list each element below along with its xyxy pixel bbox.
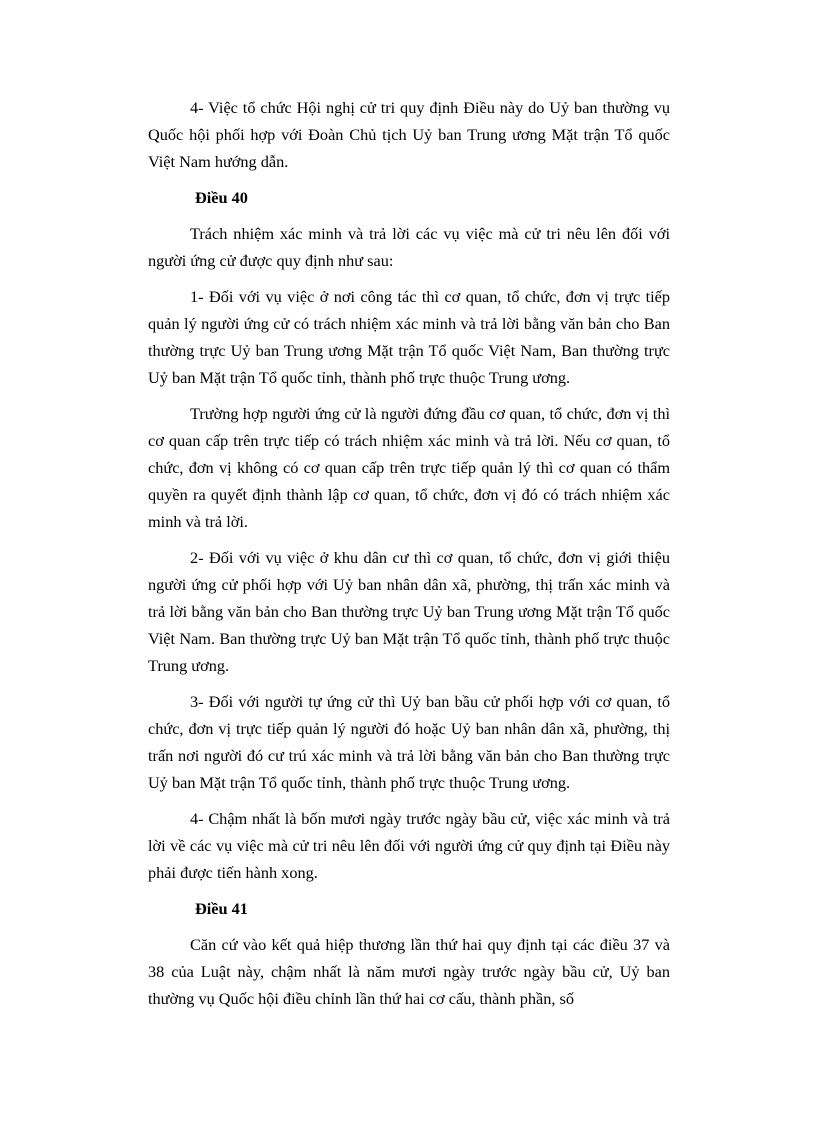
paragraph-art41-body: Căn cứ vào kết quả hiệp thương lần thứ hai quy định tại các điều 37 và 38 của Luật này, chậm nhất là năm mươi ngày trước ngày bầu cử, Uỷ ban thường vụ Quốc hội điều chỉnh lần thứ hai cơ cấu, thành phần, số <box>148 935 670 1008</box>
article-heading-40: Điều 40 <box>195 188 248 207</box>
paragraph-art40-clause4: 4- Chậm nhất là bốn mươi ngày trước ngày bầu cử, việc xác minh và trả lời về các vụ việc mà cử tri nêu lên đối với người ứng cử quy định tại Điều này phải được tiến hành xong. <box>148 809 670 882</box>
article-heading-41: Điều 41 <box>195 899 248 918</box>
paragraph-art40-clause1: 1- Đối với vụ việc ở nơi công tác thì cơ quan, tổ chức, đơn vị trực tiếp quản lý người ứng cử có trách nhiệm xác minh và trả lời bằng văn bản cho Ban thường trực Uỷ ban Trung ương Mặt trận Tổ quốc Việt Nam, Ban thường trực Uỷ ban Mặt trận Tổ quốc tỉnh, thành phố trực thuộc Trung ương. <box>148 287 670 387</box>
paragraph-art39-clause4: 4- Việc tổ chức Hội nghị cử tri quy định Điều này do Uỷ ban thường vụ Quốc hội phối hợp với Đoàn Chủ tịch Uỷ ban Trung ương Mặt trận Tổ quốc Việt Nam hướng dẫn. <box>148 98 670 171</box>
document-page <box>148 94 670 1021</box>
paragraph-art40-intro: Trách nhiệm xác minh và trả lời các vụ việc mà cử tri nêu lên đối với người ứng cử được quy định như sau: <box>148 224 670 270</box>
paragraph-art40-clause3: 3- Đối với người tự ứng cử thì Uỷ ban bầu cử phối hợp với cơ quan, tổ chức, đơn vị trực tiếp quản lý người đó hoặc Uỷ ban nhân dân xã, phường, thị trấn nơi người đó cư trú xác minh và trả lời bằng văn bản cho Ban thường trực Uỷ ban Mặt trận Tổ quốc tỉnh, thành phố trực thuộc Trung ương. <box>148 692 670 792</box>
paragraph-art40-clause1-case: Trường hợp người ứng cử là người đứng đầu cơ quan, tổ chức, đơn vị thì cơ quan cấp trên trực tiếp có trách nhiệm xác minh và trả lời. Nếu cơ quan, tổ chức, đơn vị không có cơ quan cấp trên trực tiếp quản lý thì cơ quan có thẩm quyền ra quyết định thành lập cơ quan, tổ chức, đơn vị đó có trách nhiệm xác minh và trả lời. <box>148 404 670 531</box>
paragraph-art40-clause2: 2- Đối với vụ việc ở khu dân cư thì cơ quan, tổ chức, đơn vị giới thiệu người ứng cử phối hợp với Uỷ ban nhân dân xã, phường, thị trấn xác minh và trả lời bằng văn bản cho Ban thường trực Uỷ ban Trung ương Mặt trận Tổ quốc Việt Nam. Ban thường trực Uỷ ban Mặt trận Tổ quốc tỉnh, thành phố trực thuộc Trung ương. <box>148 548 670 675</box>
